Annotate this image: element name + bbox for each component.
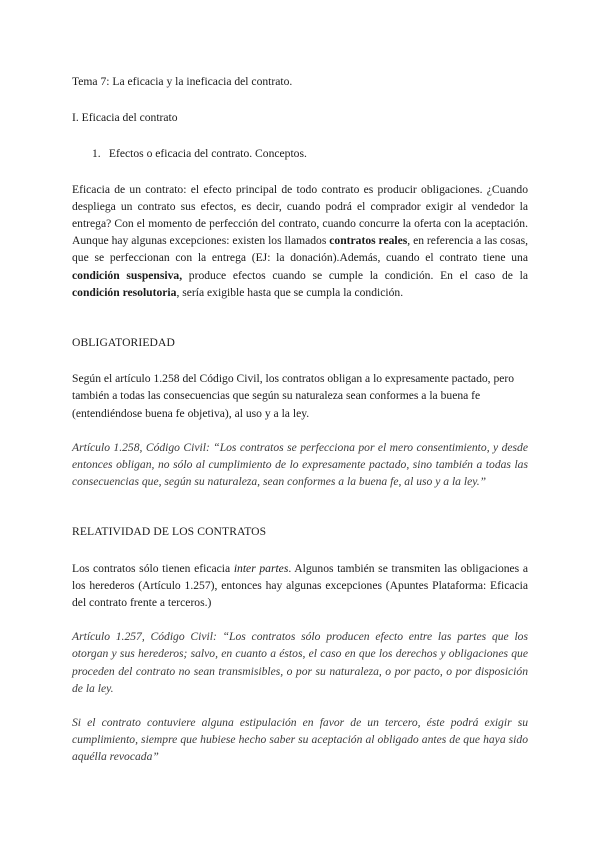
quote-articulo-1258: Artículo 1.258, Código Civil: “Los contratos se perfecciona por el mero consentimiento, y desde entonces obligan, no sólo al cumplimiento de lo expresamente pactado, sino también a todas las consecuencias que, según su naturaleza, sean conformes a la buena fe, al uso y a la ley.” [72,440,528,489]
intro-text-3: produce efectos cuando se cumple la condición. En el caso de la [182,268,528,282]
quote-articulo-1257-continued: Si el contrato contuviere alguna estipulación en favor de un tercero, éste podrá exigir su cumplimiento, siempre que hubiese hecho saber su aceptación al obligado antes de que haya sido aquélla revocada” [72,716,528,764]
document-title: Tema 7: La eficacia y la ineficacia del contrato. [72,75,293,88]
section-heading-eficacia: I. Eficacia del contrato [72,111,178,125]
obligatoriedad-paragraph: Según el artículo 1.258 del Código Civil, los contratos obligan a lo expresamente pactado, pero también a todas las consecuencias que según su naturaleza sean conformes a la buena fe (entendiéndose buena fe objetiva), al uso y a la ley. [72,372,515,420]
subsection-item [72,145,528,162]
heading-relatividad: RELATIVIDAD DE LOS CONTRATOS [72,525,267,539]
relatividad-text-a: Los contratos sólo tienen eficacia [72,561,234,575]
heading-obligatoriedad: OBLIGATORIEDAD [72,336,175,350]
relatividad-text-b: . Algunos también se transmiten las obligaciones a los herederos (Artículo 1.257), entonces hay algunas excepciones (Apuntes Plataforma: Eficacia del contrato frente a terceros.) [72,561,528,610]
subsection-number: 1. [92,147,101,161]
intro-paragraph [72,181,528,301]
relatividad-paragraph [72,560,528,612]
intro-bold-condicion-resolutoria: condición resolutoria [72,285,177,299]
intro-bold-condicion-suspensiva: condición suspensiva, [72,268,183,282]
intro-text-4: , sería exigible hasta que se cumpla la condición. [176,285,404,299]
relatividad-inter-partes: inter partes [233,561,289,575]
intro-text-1: Eficacia de un contrato: el efecto principal de todo contrato es producir obligaciones. ¿Cuando despliega un contrato sus efectos, es decir, cuando podrá el comprador exigir al vendedor la entrega? Con el momento de perfección del contrato, cuando concurre la oferta con la aceptación. Aunque hay algunas excepciones: existen los llamados [72,182,528,248]
subsection-text: Efectos o eficacia del contrato. Conceptos. [108,147,307,161]
quote-articulo-1257: Artículo 1.257, Código Civil: “Los contratos sólo producen efecto entre las partes que los otorgan y sus herederos; salvo, en cuanto a éstos, el caso en que los derechos y obligaciones que proceden del contrato no sean transmisibles, o por su naturaleza, o por pacto, o por disposición de la ley. [72,630,528,695]
intro-bold-contratos-reales: contratos reales [329,234,408,248]
intro-text-2: , en referencia a las cosas, que se perfeccionan con la entrega (EJ: la donación).Además, cuando el contrato tiene una [72,234,529,265]
